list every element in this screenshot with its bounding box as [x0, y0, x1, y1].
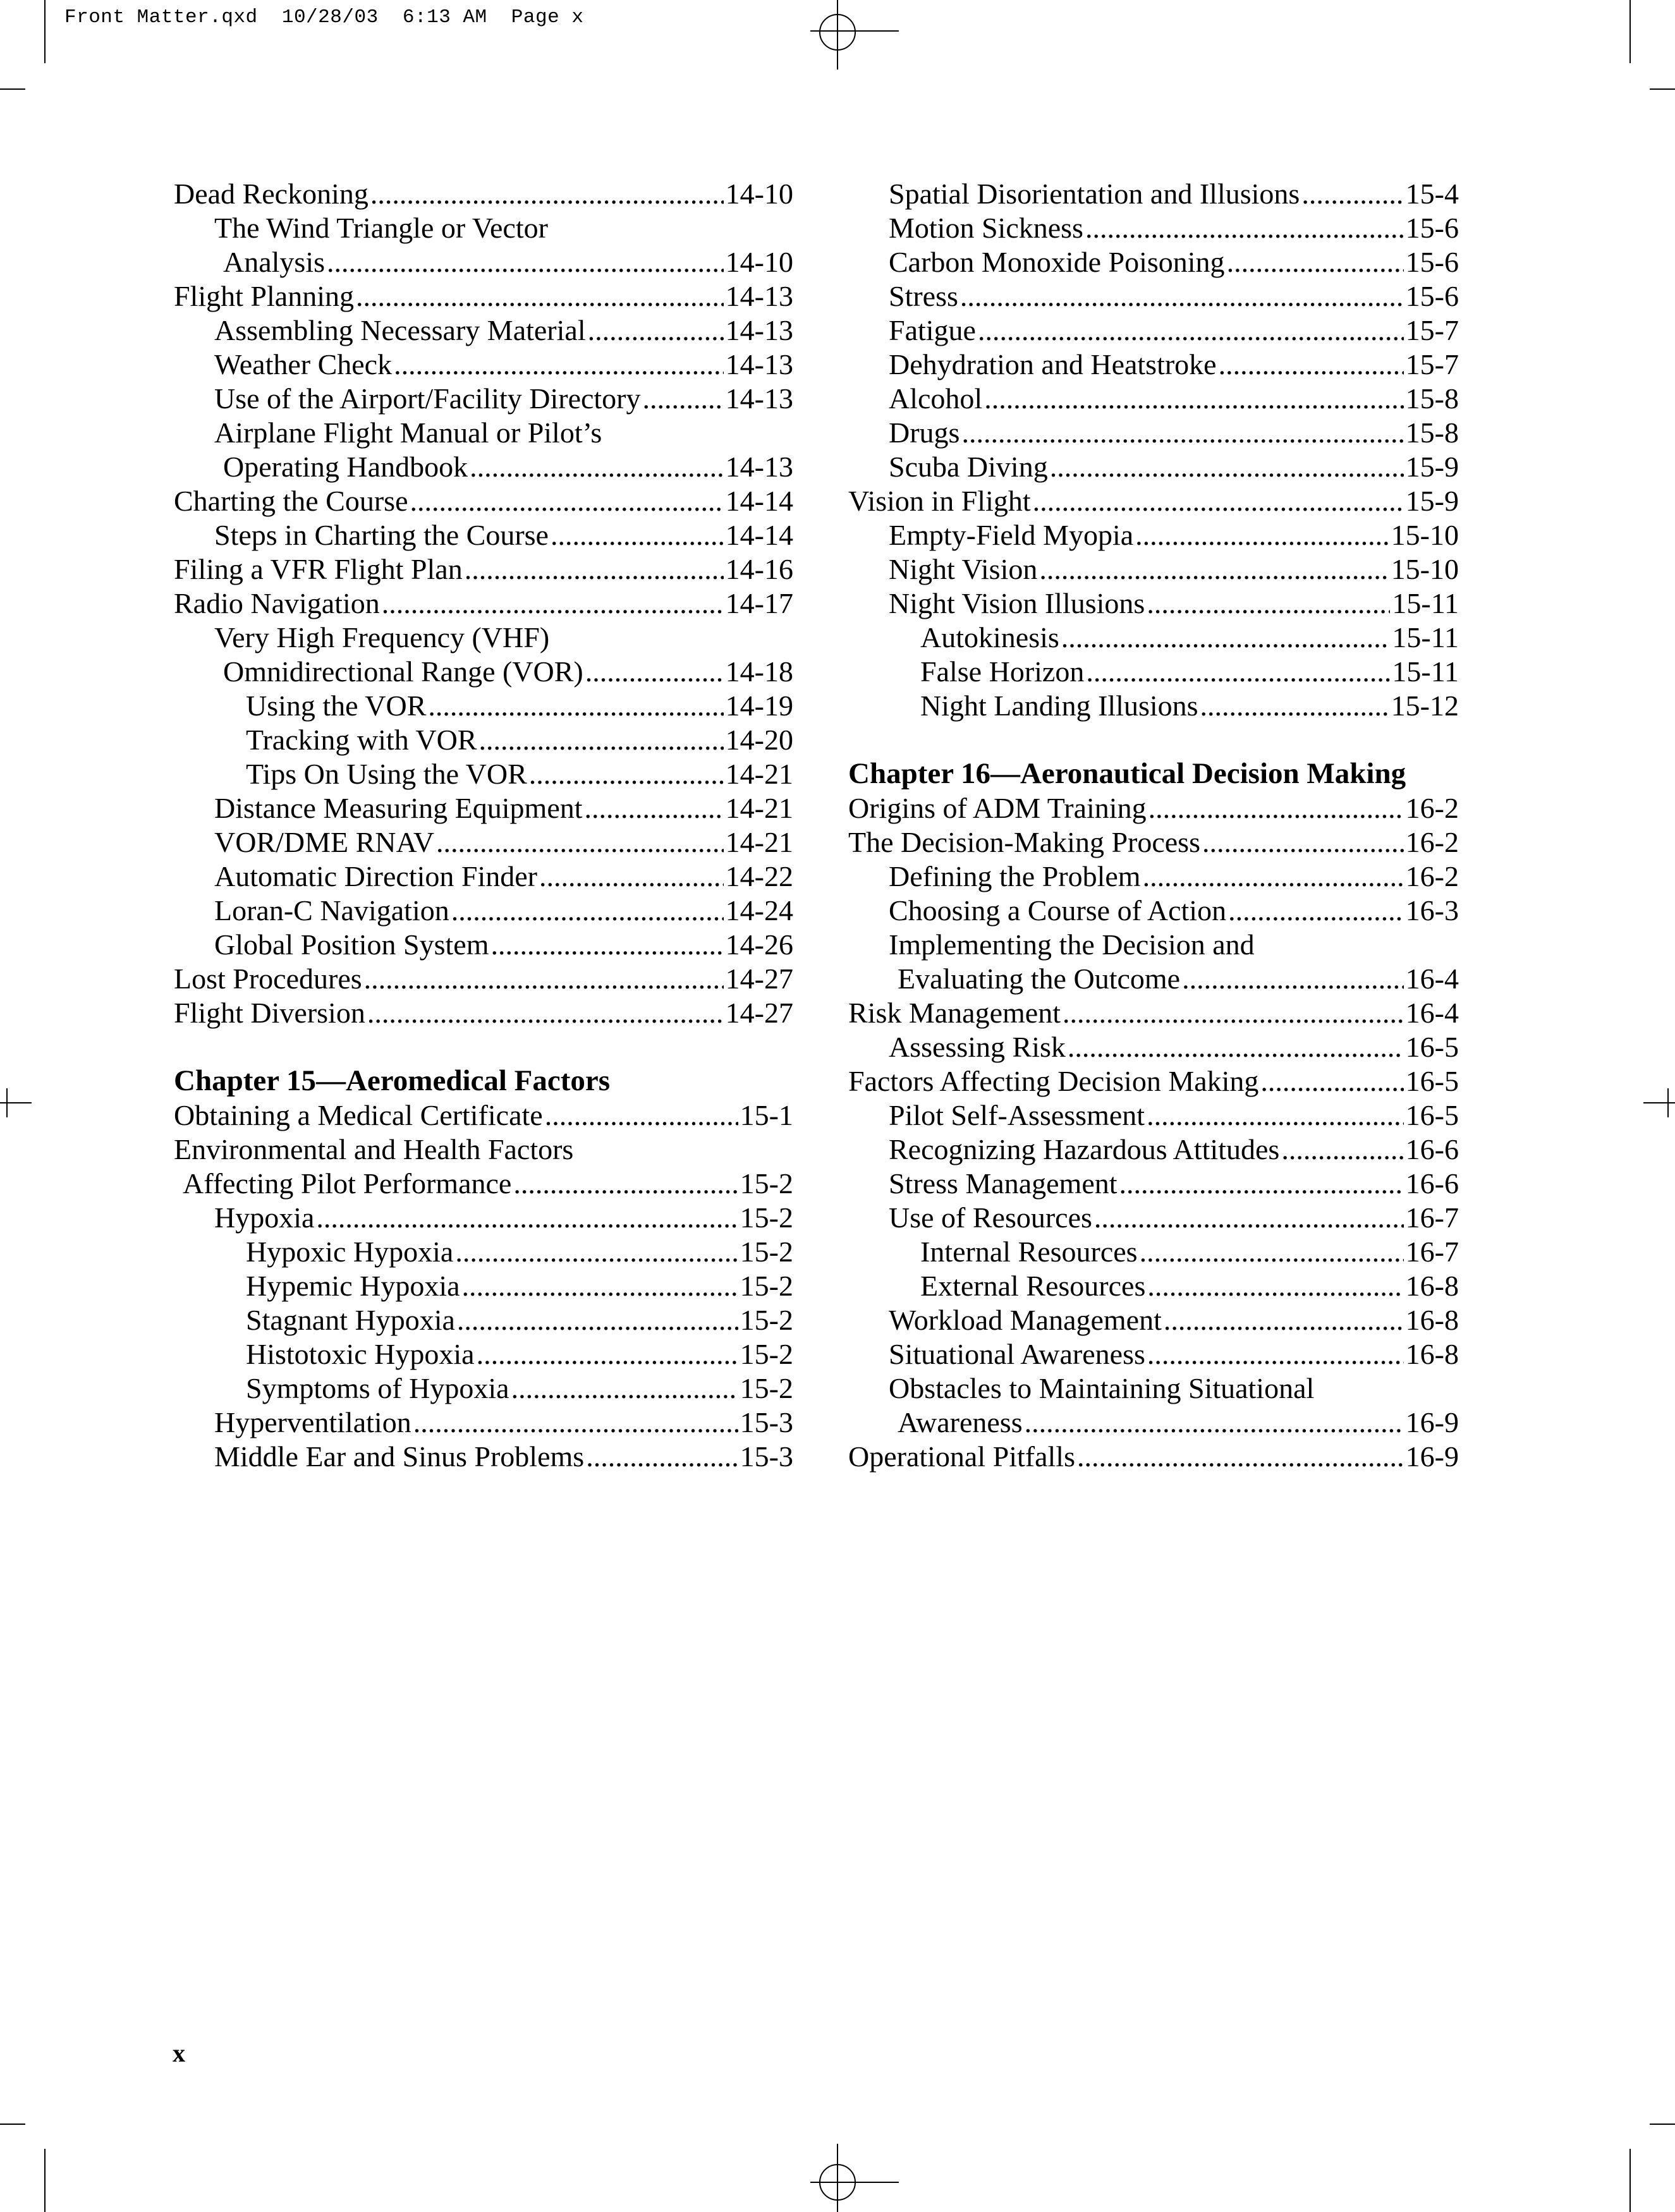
toc-entry-title: Internal Resources [920, 1236, 1138, 1268]
dot-leader [1033, 484, 1404, 518]
dot-leader [984, 382, 1403, 416]
toc-page-ref: 14-22 [725, 860, 793, 892]
toc-page-ref: 14-26 [725, 928, 793, 961]
toc-entry [848, 1201, 1459, 1235]
toc-entry-title: Dehydration and Heatstroke [889, 348, 1217, 380]
toc-entry-title: Assessing Risk [889, 1031, 1066, 1063]
dot-leader [1260, 1064, 1403, 1098]
toc-entry [174, 723, 793, 757]
toc-page-ref: 15-2 [740, 1201, 793, 1234]
toc-page-ref: 14-20 [725, 724, 793, 756]
toc-entry-title: Flight Diversion [174, 997, 365, 1029]
toc-column-left [174, 177, 793, 1474]
dot-leader [490, 928, 723, 962]
toc-entry [174, 1440, 793, 1474]
toc-page-ref: 16-7 [1405, 1236, 1459, 1268]
toc-page-ref: 14-13 [725, 280, 793, 312]
toc-entry [174, 621, 793, 689]
toc-entry-title: Distance Measuring Equipment [214, 792, 583, 824]
dot-leader [478, 723, 723, 757]
toc-entry-title: Night Landing Illusions [920, 690, 1198, 722]
toc-page-ref: 16-3 [1405, 894, 1459, 927]
registration-mark [1667, 1088, 1669, 1117]
toc-entry-title: The Decision-Making Process [848, 826, 1200, 858]
toc-page-ref: 14-13 [725, 314, 793, 346]
toc-entry-title: Operational Pitfalls [848, 1440, 1075, 1473]
toc-entry-title: Situational Awareness [889, 1338, 1145, 1370]
toc-entry-title: Tracking with VOR [246, 724, 477, 756]
toc-page-ref: 16-2 [1405, 860, 1459, 892]
toc-entry-title: Choosing a Course of Action [889, 894, 1227, 927]
toc-entry [848, 416, 1459, 450]
toc-entry-title: Night Vision [889, 553, 1038, 585]
toc-page-ref: 15-2 [740, 1167, 793, 1200]
registration-mark [6, 1088, 8, 1117]
dot-leader [364, 962, 724, 996]
toc-entry-title: Symptoms of Hypoxia [246, 1372, 509, 1404]
toc-entry [848, 1167, 1459, 1201]
toc-page-ref: 14-10 [725, 178, 793, 210]
dot-leader [1077, 1440, 1404, 1474]
crop-mark [44, 0, 46, 63]
toc-entry-title: Affecting Pilot Performance [183, 1167, 512, 1200]
toc-page-ref: 15-9 [1405, 485, 1459, 517]
toc-entry-title: Hyperventilation [214, 1406, 411, 1438]
toc-entry-title: Spatial Disorientation and Illusions [889, 178, 1300, 210]
toc-page-ref: 16-6 [1405, 1167, 1459, 1200]
toc-entry [848, 279, 1459, 313]
toc-entry [174, 757, 793, 791]
toc-entry-title: Filing a VFR Flight Plan [174, 553, 463, 585]
toc-entry-title: Omnidirectional Range (VOR) [223, 655, 583, 688]
crop-mark [0, 88, 25, 90]
toc-entry-title: Assembling Necessary Material [214, 314, 586, 346]
toc-entry-title: Origins of ADM Training [848, 792, 1147, 824]
toc-entry [174, 1098, 793, 1133]
toc-entry-title: Dead Reckoning [174, 178, 368, 210]
dot-leader [1086, 655, 1390, 689]
toc-page-ref: 15-9 [1405, 451, 1459, 483]
dot-leader [477, 1337, 738, 1371]
toc-entry-title-line1: Obstacles to Maintaining Situational [889, 1372, 1315, 1404]
toc-page-ref: 16-6 [1405, 1133, 1459, 1165]
toc-page-ref: 14-18 [725, 655, 793, 688]
toc-entry [848, 1337, 1459, 1371]
toc-entry-title: Stress Management [889, 1167, 1118, 1200]
toc-page-ref: 15-3 [740, 1440, 793, 1473]
toc-entry [174, 791, 793, 825]
toc-entry-title: External Resources [920, 1270, 1146, 1302]
toc-entry-title: Stagnant Hypoxia [246, 1304, 455, 1336]
toc-entry [848, 348, 1459, 382]
toc-entry-title: Vision in Flight [848, 485, 1031, 517]
toc-entry [848, 996, 1459, 1030]
toc-page-ref: 16-7 [1405, 1201, 1459, 1234]
toc-entry-title: Recognizing Hazardous Attitudes [889, 1133, 1280, 1165]
toc-page-ref: 15-6 [1405, 280, 1459, 312]
toc-entry [174, 484, 793, 518]
toc-entry-title: Carbon Monoxide Poisoning [889, 246, 1225, 278]
toc-page-ref: 15-2 [740, 1270, 793, 1302]
dot-leader [436, 825, 724, 860]
toc-page-ref: 14-13 [725, 451, 793, 483]
dot-leader [455, 1235, 738, 1269]
toc-entry [174, 382, 793, 416]
crop-mark [1629, 0, 1631, 63]
toc-entry-title: Analysis [223, 246, 325, 278]
toc-entry-title: Factors Affecting Decision Making [848, 1065, 1259, 1097]
dot-leader [586, 1440, 738, 1474]
toc-entry [848, 1235, 1459, 1269]
toc-page-ref: 15-2 [740, 1372, 793, 1404]
dot-leader [316, 1201, 738, 1235]
toc-page-ref: 16-9 [1405, 1406, 1459, 1438]
toc-entry [848, 450, 1459, 484]
toc-page-ref: 14-14 [725, 519, 793, 551]
toc-entry [174, 860, 793, 894]
dot-leader [1148, 791, 1404, 825]
dot-leader [1147, 1269, 1403, 1303]
toc-page-ref: 15-6 [1405, 246, 1459, 278]
dot-leader [1025, 1406, 1404, 1440]
toc-page-ref: 15-7 [1405, 348, 1459, 380]
dot-leader [1219, 348, 1404, 382]
toc-entry-title: Automatic Direction Finder [214, 860, 537, 892]
toc-entry [174, 962, 793, 996]
dot-leader [465, 552, 724, 586]
dot-leader [513, 1167, 738, 1201]
toc-entry [848, 1064, 1459, 1098]
toc-page-ref: 15-8 [1405, 382, 1459, 415]
dot-leader [462, 1269, 738, 1303]
toc-entry-title: Weather Check [214, 348, 393, 380]
toc-page-ref: 14-24 [725, 894, 793, 927]
dot-leader [367, 996, 724, 1030]
toc-entry-title: Hypoxic Hypoxia [246, 1236, 454, 1268]
dot-leader [551, 518, 724, 552]
dot-leader [1228, 894, 1404, 928]
toc-entry [174, 1406, 793, 1440]
toc-entry-title-line1: Very High Frequency (VHF) [214, 621, 550, 653]
toc-entry [848, 1303, 1459, 1337]
toc-page-ref: 15-2 [740, 1304, 793, 1336]
toc-page-ref: 15-11 [1392, 587, 1459, 619]
toc-entry-title: Tips On Using the VOR [246, 758, 527, 790]
toc-entry-title: Lost Procedures [174, 963, 362, 995]
toc-page-ref: 16-5 [1405, 1065, 1459, 1097]
dot-leader [413, 1406, 738, 1440]
toc-entry-title: Defining the Problem [889, 860, 1141, 892]
toc-entry-title-line1: Environmental and Health Factors [174, 1133, 574, 1165]
crop-mark [1650, 2124, 1675, 2125]
toc-page-ref: 16-2 [1405, 792, 1459, 824]
toc-entry-title: Hypoxia [214, 1201, 315, 1234]
toc-page-ref: 14-16 [725, 553, 793, 585]
toc-entry-title: Alcohol [889, 382, 983, 415]
toc-page-ref: 15-11 [1392, 655, 1459, 688]
toc-entry [174, 1269, 793, 1303]
dot-leader [356, 279, 724, 313]
toc-page-ref: 16-5 [1405, 1031, 1459, 1063]
dot-leader [1143, 860, 1404, 894]
crop-mark [0, 2124, 25, 2125]
dot-leader [961, 416, 1403, 450]
toc-entry [174, 996, 793, 1030]
dot-leader [1135, 518, 1389, 552]
dot-leader [382, 586, 724, 621]
registration-circle [819, 14, 856, 51]
dot-leader [451, 894, 724, 928]
toc-entry [848, 245, 1459, 279]
toc-page-ref: 16-4 [1405, 997, 1459, 1029]
toc-entry-title: Autokinesis [920, 621, 1059, 653]
dot-leader [1094, 1201, 1404, 1235]
print-slug: Front Matter.qxd 10/28/03 6:13 AM Page x [64, 6, 584, 28]
toc-entry [174, 518, 793, 552]
dot-leader [1202, 825, 1404, 860]
toc-entry-title: Radio Navigation [174, 587, 380, 619]
crop-mark [1629, 2149, 1631, 2212]
toc-entry [174, 416, 793, 484]
toc-page-ref: 16-4 [1405, 963, 1459, 995]
dot-leader [960, 279, 1404, 313]
crop-mark [44, 2149, 46, 2212]
registration-mark [0, 1102, 32, 1103]
toc-entry-title: Stress [889, 280, 958, 312]
toc-entry [174, 894, 793, 928]
dot-leader [394, 348, 724, 382]
dot-leader [1061, 621, 1391, 655]
dot-leader [978, 313, 1404, 348]
toc-entry-title: Steps in Charting the Course [214, 519, 549, 551]
toc-page-ref: 14-19 [725, 690, 793, 722]
toc-page-ref: 14-10 [725, 246, 793, 278]
toc-page-ref: 15-2 [740, 1338, 793, 1370]
toc-page-ref: 14-21 [725, 792, 793, 824]
toc-entry [848, 1098, 1459, 1133]
toc-page-ref: 14-13 [725, 382, 793, 415]
toc-entry [848, 621, 1459, 655]
toc-entry [174, 177, 793, 211]
toc-entry-title: Risk Management [848, 997, 1061, 1029]
toc-column-right [848, 177, 1459, 1474]
toc-entry-title-line1: Airplane Flight Manual or Pilot’s [214, 416, 602, 449]
toc-entry [174, 825, 793, 860]
dot-leader [1063, 996, 1404, 1030]
toc-entry-title: Motion Sickness [889, 212, 1083, 244]
toc-entry-title: Scuba Diving [889, 451, 1048, 483]
toc-entry [174, 1337, 793, 1371]
toc-entry-title: Evaluating the Outcome [898, 963, 1181, 995]
toc-entry [848, 791, 1459, 825]
dot-leader [428, 689, 723, 723]
toc-entry [848, 586, 1459, 621]
toc-entry [848, 825, 1459, 860]
toc-entry-title: Use of Resources [889, 1201, 1092, 1234]
toc-entry-title: VOR/DME RNAV [214, 826, 435, 858]
dot-leader [1147, 1337, 1404, 1371]
toc-entry-title-line1: Implementing the Decision and [889, 928, 1255, 961]
dot-leader [545, 1098, 738, 1133]
toc-entry [174, 313, 793, 348]
toc-entry-title: Drugs [889, 416, 960, 449]
toc-entry-title: Hypemic Hypoxia [246, 1270, 460, 1302]
toc-entry [848, 894, 1459, 928]
toc-entry-title: Awareness [898, 1406, 1023, 1438]
toc-entry [174, 279, 793, 313]
dot-leader [588, 313, 724, 348]
dot-leader [511, 1371, 738, 1406]
toc-entry-title: Obtaining a Medical Certificate [174, 1099, 543, 1131]
dot-leader [470, 450, 724, 484]
toc-page-ref: 16-8 [1405, 1270, 1459, 1302]
toc-entry [174, 1235, 793, 1269]
toc-entry [848, 552, 1459, 586]
toc-page-ref: 15-10 [1391, 553, 1459, 585]
toc-entry-title: Histotoxic Hypoxia [246, 1338, 475, 1370]
toc-entry [848, 1133, 1459, 1167]
toc-entry [848, 655, 1459, 689]
dot-leader [643, 382, 724, 416]
toc-entry-title: Using the VOR [246, 690, 427, 722]
toc-entry [174, 1201, 793, 1235]
toc-entry [174, 1133, 793, 1201]
dot-leader [370, 177, 724, 211]
dot-leader [1200, 689, 1389, 723]
dot-leader [585, 655, 724, 689]
toc-page-ref: 16-8 [1405, 1338, 1459, 1370]
toc-page-ref: 15-8 [1405, 416, 1459, 449]
chapter-heading: Chapter 15—Aeromedical Factors [174, 1064, 611, 1097]
toc-page-ref: 15-4 [1405, 178, 1459, 210]
dot-leader [539, 860, 724, 894]
toc-page-ref: 15-10 [1391, 519, 1459, 551]
dot-leader [1147, 1098, 1404, 1133]
dot-leader [1227, 245, 1404, 279]
toc-entry [174, 348, 793, 382]
toc-entry-title: Operating Handbook [223, 451, 468, 483]
toc-entry [848, 928, 1459, 996]
toc-entry-title: Loran-C Navigation [214, 894, 449, 927]
toc-entry [848, 518, 1459, 552]
toc-page-ref: 14-21 [725, 758, 793, 790]
page-number: x [173, 2039, 185, 2067]
toc-page-ref: 14-21 [725, 826, 793, 858]
toc-entry-title: Night Vision Illusions [889, 587, 1145, 619]
toc-entry [848, 177, 1459, 211]
toc-page-ref: 15-6 [1405, 212, 1459, 244]
toc-page-ref: 15-2 [740, 1236, 793, 1268]
dot-leader [1301, 177, 1403, 211]
toc-entry-title: Pilot Self-Assessment [889, 1099, 1145, 1131]
toc-page-ref: 16-5 [1405, 1099, 1459, 1131]
toc-page-ref: 15-11 [1392, 621, 1459, 653]
registration-mark [1643, 1102, 1675, 1103]
toc-entry [174, 1303, 793, 1337]
toc-entry [848, 860, 1459, 894]
toc-entry [848, 1030, 1459, 1064]
toc-entry-title: Use of the Airport/Facility Directory [214, 382, 641, 415]
toc-entry-title: False Horizon [920, 655, 1085, 688]
toc-entry [174, 552, 793, 586]
toc-entry-title: Workload Management [889, 1304, 1162, 1336]
toc-page-ref: 15-7 [1405, 314, 1459, 346]
registration-circle [819, 2164, 856, 2201]
dot-leader [1068, 1030, 1404, 1064]
toc-entry-title: Flight Planning [174, 280, 354, 312]
toc-entry [174, 586, 793, 621]
toc-entry [848, 1269, 1459, 1303]
toc-entry-title: Empty-Field Myopia [889, 519, 1134, 551]
chapter-heading: Chapter 16—Aeronautical Decision Making [848, 757, 1406, 790]
toc-page-ref: 14-14 [725, 485, 793, 517]
dot-leader [1119, 1167, 1404, 1201]
toc-entry-title: Fatigue [889, 314, 976, 346]
toc-entry [174, 211, 793, 279]
dot-leader [529, 757, 724, 791]
dot-leader [585, 791, 724, 825]
dot-leader [1147, 586, 1390, 621]
toc-entry [848, 1440, 1459, 1474]
toc-entry [848, 484, 1459, 518]
toc-entry-title-line1: The Wind Triangle or Vector [214, 212, 548, 244]
toc-page-ref: 14-27 [725, 997, 793, 1029]
toc-entry [174, 1371, 793, 1406]
dot-leader [410, 484, 724, 518]
toc-entry [848, 211, 1459, 245]
dot-leader [1140, 1235, 1404, 1269]
dot-leader [1164, 1303, 1404, 1337]
crop-mark [1650, 88, 1675, 90]
toc-entry [848, 382, 1459, 416]
toc-page-ref: 14-17 [725, 587, 793, 619]
toc-page-ref: 16-8 [1405, 1304, 1459, 1336]
toc-page-ref: 15-1 [740, 1099, 793, 1131]
dot-leader [457, 1303, 738, 1337]
toc-entry-title: Charting the Course [174, 485, 408, 517]
dot-leader [327, 245, 724, 279]
toc-entry [174, 689, 793, 723]
toc-page-ref: 16-2 [1405, 826, 1459, 858]
toc-entry [848, 689, 1459, 723]
toc-page-ref: 15-3 [740, 1406, 793, 1438]
dot-leader [1085, 211, 1404, 245]
toc-entry-title: Middle Ear and Sinus Problems [214, 1440, 585, 1473]
dot-leader [1050, 450, 1404, 484]
dot-leader [1182, 962, 1404, 996]
toc-page-ref: 15-12 [1391, 690, 1459, 722]
toc-page-ref: 16-9 [1405, 1440, 1459, 1473]
toc-page-ref: 14-13 [725, 348, 793, 380]
toc-entry [848, 313, 1459, 348]
toc-entry [848, 1371, 1459, 1440]
toc-entry-title: Global Position System [214, 928, 489, 961]
dot-leader [1281, 1133, 1403, 1167]
toc-entry [174, 928, 793, 962]
dot-leader [1039, 552, 1389, 586]
toc-page-ref: 14-27 [725, 963, 793, 995]
